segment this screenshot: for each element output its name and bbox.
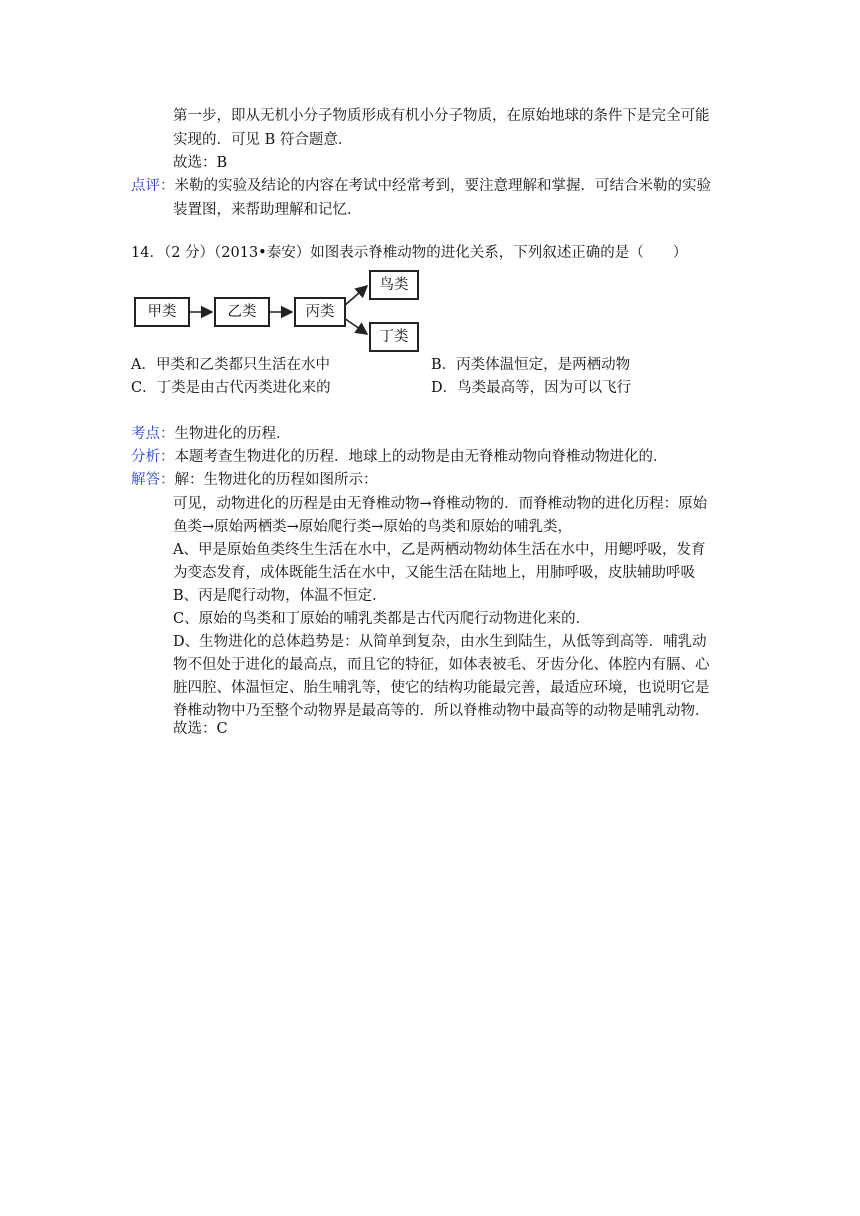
fenxi	[131, 447, 668, 467]
option-c: C．丁类是由古代丙类进化来的	[131, 380, 331, 396]
arrow-bing-to-niao	[344, 286, 367, 306]
evolution-diagram	[132, 268, 422, 356]
box-ding: 丁类	[369, 322, 419, 352]
fenxi-text: 本题考查生物进化的历程．地球上的动物是由无脊椎动物向脊椎动物进化的．	[174, 449, 668, 465]
prev-answer-line-2: 实现的．可见 B 符合题意．	[173, 132, 353, 148]
prev-comment-line-2: 装置图，来帮助理解和记忆．	[173, 202, 362, 218]
option-d: D．鸟类最高等，因为可以飞行	[431, 380, 632, 396]
prev-answer-choice: 故选：B	[173, 155, 228, 171]
question-stem: 14．（2 分）（2013•泰安）如图表示脊椎动物的进化关系，下列叙述正确的是（ ）	[131, 245, 688, 261]
jieda-line-5: B、丙是爬行动物，体温不恒定．	[173, 588, 387, 604]
jieda-line-1: 可见，动物进化的历程是由无脊椎动物→脊椎动物的．而脊椎动物的进化历程：原始	[173, 496, 708, 512]
box-bing: 丙类	[294, 297, 346, 327]
jieda-line-2: 鱼类→原始两栖类→原始爬行类→原始的鸟类和原始的哺乳类，	[173, 519, 572, 535]
jieda-line-8: 物不但处于进化的最高点，而且它的特征，如体表被毛、牙齿分化、体腔内有膈、心	[173, 657, 710, 673]
kaodian-label: 考点：	[131, 426, 175, 442]
option-b: B．丙类体温恒定，是两栖动物	[431, 357, 631, 373]
option-a: A．甲类和乙类都只生活在水中	[131, 357, 330, 373]
box-yi: 乙类	[214, 297, 270, 327]
box-niao: 鸟类	[369, 270, 419, 300]
prev-comment	[131, 176, 711, 196]
jieda-label: 解答：	[131, 472, 175, 488]
prev-comment-label: 点评：	[131, 178, 175, 194]
jieda-line-0: 解：生物进化的历程如图所示：	[174, 472, 378, 488]
jieda-line-6: C、原始的鸟类和丁原始的哺乳类都是古代丙爬行动物进化来的．	[173, 611, 591, 627]
jieda-line-3: A、甲是原始鱼类终生生活在水中，乙是两栖动物幼体生活在水中，用鳃呼吸，发育	[173, 542, 706, 558]
jieda-line-9: 脏四腔、体温恒定、胎生哺乳等，使它的结构功能最完善，最适应环境，也说明它是	[173, 680, 710, 696]
kaodian	[131, 424, 291, 444]
jieda-line-10: 脊椎动物中乃至整个动物界是最高等的．所以脊椎动物中最高等的动物是哺乳动物．	[173, 703, 710, 719]
jieda	[131, 470, 378, 490]
fenxi-label: 分析：	[131, 449, 175, 465]
arrow-bing-to-ding	[344, 318, 367, 334]
prev-comment-line-1: 米勒的实验及结论的内容在考试中经常考到，要注意理解和掌握．可结合米勒的实验	[174, 178, 711, 194]
box-jia: 甲类	[134, 297, 190, 327]
prev-answer-line-1: 第一步，即从无机小分子物质形成有机小分子物质，在原始地球的条件下是完全可能	[173, 108, 710, 124]
kaodian-text: 生物进化的历程．	[174, 426, 291, 442]
jieda-line-7: D、生物进化的总体趋势是：从简单到复杂，由水生到陆生，从低等到高等．哺乳动	[173, 634, 707, 650]
jieda-line-4: 为变态发育，成体既能生活在水中，又能生活在陆地上，用肺呼吸，皮肤辅助呼吸	[173, 565, 695, 581]
jieda-choice: 故选：C	[173, 721, 228, 737]
